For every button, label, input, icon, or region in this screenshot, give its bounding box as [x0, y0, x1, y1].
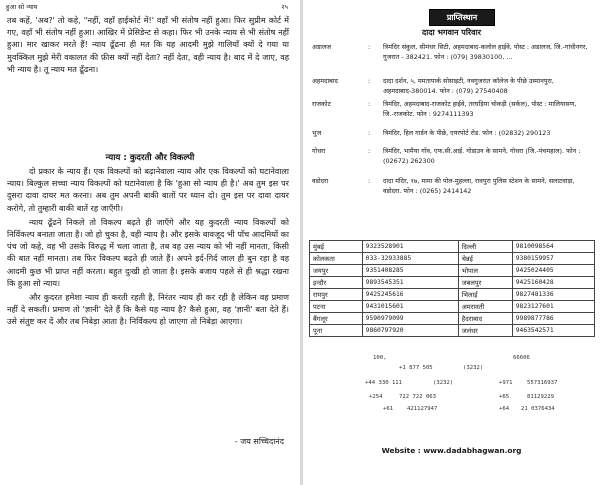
address-entry: [303, 146, 600, 166]
phone-number: 9860797920: [362, 325, 458, 337]
city-name: बैंगलूर: [310, 313, 363, 325]
phone-number: 9425024405: [512, 265, 594, 277]
signature: - जय सच्चिदानंद: [234, 437, 284, 446]
address-text: त्रिमंदिर संकुल, सीमंधर सिटी, अहमदाबाद-कलोल हाईवे, पोस्ट : अडालज, जि.-गांधीनगर, गुजरात - 382421. फोन : (079) 39830100, ...: [383, 43, 588, 61]
city-phone-row: [310, 253, 595, 265]
phone-number: 9425160428: [512, 277, 594, 289]
city-name: भोपाल: [458, 265, 512, 277]
paragraph-1: तब कहें, 'अब?' तो कहे, "नहीं, वहाँ हाईकोर्ट में!' वहाँ भी संतोष नहीं हुआ। फिर सुप्रीम कोर्ट में गए, वहाँ भी संतोष नहीं हुआ। आखिर में प्रेसिडेन्ट से कहा। फिर भी उनके न्याय से भी संतोष नहीं हुआ। मार खाकर मरते हैं! न्याय ढूँढना ही मत कि यह आदमी मुझे गालियाँ क्यों दे गया या मुवक्किल मुझे मेरी वकालत की फ़ीस क्यों नहीं देता? नहीं देता, वही न्याय है। बाद में दे जाए, वह भी न्याय है। तू न्याय मत ढूँढना।: [7, 15, 289, 74]
address-text: दादा दर्शन, ५, ममतापार्क सोसाइटी, नवगुजरात कॉलेज के पीछे उस्मानपुरा, अहमदाबाद-380014. फोन : (079) 27540408: [383, 77, 554, 95]
availability-title: प्राप्तिस्थान: [429, 9, 495, 26]
organization-name: दादा भगवान परिवार: [422, 28, 481, 37]
right-page: [303, 0, 600, 485]
address-entry: [303, 176, 600, 206]
phone-number: 9893545351: [362, 277, 458, 289]
address-city: राजकोट: [312, 100, 331, 108]
phone-number: 033-32933885: [362, 253, 458, 265]
address-entry: [303, 128, 600, 148]
address-city: अहमदाबाद: [312, 77, 338, 85]
city-name: इन्दौर: [310, 277, 363, 289]
phone-number: 9351408285: [362, 265, 458, 277]
colon: :: [368, 77, 371, 85]
paragraph-3: न्याय ढूँढने निकले तो विकल्प बढ़ते ही जाएँगे और यह कुदरती न्याय विकल्पों को निर्विकल्प बनाता जाता है। जो हो चुका है, वही न्याय है। और इसके बावजूद भी पाँच आदमियों का पंच जो कहे, वह भी उसके विरुद्ध में चला जाता है, तब वह उस न्याय को भी नहीं मानता, किसी की बात नहीं मानता। तब फिर विकल्प बढ़ते ही जाते हैं। अपने इर्द-गिर्द जाल ही बुन रहा है वह आदमी कुछ भी प्राप्त नहीं करता। बहुत दुःखी हो जाता है। इसके बजाय पहले से ही श्रद्धा रखना कि हुआ सो न्याय।: [7, 216, 289, 288]
colon: :: [368, 43, 371, 51]
paragraph-intro: [7, 14, 289, 75]
phone-number: 9590979099: [362, 313, 458, 325]
address-text: त्रिमंदिर, हिल गार्डन के पीछे, एयरपोर्ट रोड. फोन : (02832) 290123: [383, 129, 551, 137]
address-text: त्रिमंदिर, अहमदाबाद-राजकोट हाईवे, तरघड़िया चोकड़ी (सर्कल), पोस्ट : मालियासण, जि.-राजकोट. फोन : 9274111393: [383, 100, 577, 118]
intl-row: +1 877 505 (3232): [399, 365, 484, 371]
intl-row: +44 330 111 (3232) +971 557316937: [365, 380, 558, 386]
address-entry: [303, 42, 600, 72]
city-name: हैदराबाद: [458, 313, 512, 325]
phone-number: 9989877786: [512, 313, 594, 325]
phone-number: 9463542571: [512, 325, 594, 337]
address-text: त्रिमंदिर, भामैया गाँव, एफ.सी.आई. गोडाउन के सामने, गोधरा (जि.-पंचमहाल). फोन : (02672) 262300: [383, 147, 581, 165]
address-city: गोधरा: [312, 147, 326, 155]
city-phone-row: [310, 325, 595, 337]
city-name: दिल्ली: [458, 241, 512, 253]
city-name: जयपुर: [310, 265, 363, 277]
page-number: २५: [281, 3, 288, 11]
paragraph-2: दो प्रकार के न्याय हैं। एक विकल्पों को बढ़ानेवाला न्याय और एक विकल्पों को घटानेवाला न्याय। बिल्कुल सच्चा न्याय विकल्पों को घटानेवाला है कि 'हुआ सो न्याय ही है।' अब तुम इस पर दुसरा दावा दायर मत करना। अब तुम अपनी बाकी बातों पर ध्यान दो। तुम इस पर दावा दायर करोगे, तो तुम्हारी बाकी बातें रह जाएँगी।: [7, 166, 289, 213]
city-name: जबलपुर: [458, 277, 512, 289]
phone-number: 9810098564: [512, 241, 594, 253]
running-title: हुआ सो न्याय: [6, 3, 38, 11]
city-name: भिलाई: [458, 289, 512, 301]
colon: :: [368, 147, 371, 155]
intl-row: +254 722 722 063 +65 81129229: [369, 394, 554, 400]
phone-number: 9431015601: [362, 301, 458, 313]
address-city: अडालज: [312, 43, 332, 51]
address-city: भुज: [312, 129, 322, 137]
website-text: Website : www.dadabhagwan.org: [381, 446, 522, 455]
city-name: रायपुर: [310, 289, 363, 301]
paragraph-4: और कुदरत हमेशा न्याय ही करती रहती है, निरंतर न्याय ही कर रही है लेकिन वह प्रमाण नहीं दे सकती। प्रमाण तो 'ज्ञानी' देते हैं कि कैसे यह न्याय है? कैसे हुआ, वह 'ज्ञानी' बता देते हैं। उसे संतुष्ट कर दें और तब निबेड़ा आता है। निर्विकल्प हो जाएगा तो निबेड़ा आएगा।: [7, 292, 289, 327]
city-name: जलंधर: [458, 325, 512, 337]
city-phone-row: [310, 313, 595, 325]
phone-number: 9380159957: [512, 253, 594, 265]
city-phone-row: [310, 289, 595, 301]
city-name: मुंबई: [310, 241, 363, 253]
city-name: कोलकता: [310, 253, 363, 265]
city-phone-row: [310, 277, 595, 289]
page-header: [6, 2, 288, 14]
city-name: पटना: [310, 301, 363, 313]
city-phone-row: [310, 301, 595, 313]
city-phone-row: [310, 265, 595, 277]
city-phone-table: [309, 240, 595, 337]
colon: :: [368, 100, 371, 108]
address-city: वडोदरा: [312, 177, 329, 185]
section-heading: न्याय : कुदरती और विकल्पी: [105, 153, 195, 163]
address-entry: [303, 99, 600, 119]
phone-number: 9323528901: [362, 241, 458, 253]
colon: :: [368, 177, 371, 185]
city-name: पूना: [310, 325, 363, 337]
intl-row: 100, 66606: [373, 355, 530, 361]
colon: :: [368, 129, 371, 137]
city-name: चेन्नई: [458, 253, 512, 265]
address-entry: [303, 76, 600, 96]
city-name: अमरावती: [458, 301, 512, 313]
phone-number: 9823127601: [512, 301, 594, 313]
address-text: दादा मंदिर, १७, मामा की पोल-मुहल्ला, रावपुरा पुलिस स्टेशन के सामने, सलाटवाड़ा, वडोदरा. फोन : (0265) 2414142: [383, 177, 575, 195]
intl-row: +61 421127947 +64 21 0376434: [383, 406, 555, 412]
phone-number: 9827481336: [512, 289, 594, 301]
body-paragraphs: [7, 165, 289, 328]
phone-number: 9425245616: [362, 289, 458, 301]
city-phone-row: [310, 241, 595, 253]
